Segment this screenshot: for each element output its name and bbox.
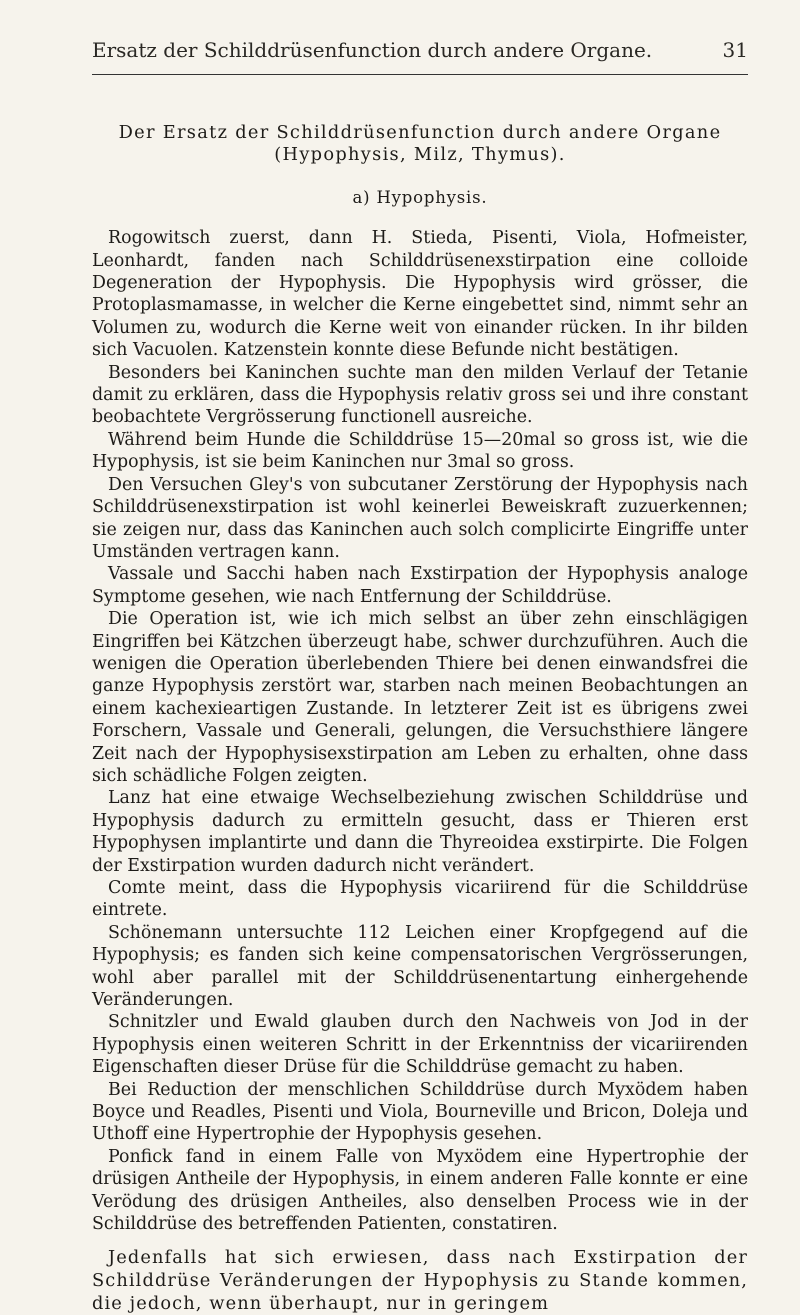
paragraph: Bei Reduction der menschlichen Schilddrüse durch Myxödem haben Boyce und Readles, Pisenti und Viola, Bourneville und Bricon, Doleja und Uthoff eine Hypertrophie der Hypophysis gesehen. <box>92 1079 748 1145</box>
running-title: Ersatz der Schilddrüsenfunction durch andere Organe. <box>92 38 653 62</box>
paragraph: Schnitzler und Ewald glauben durch den Nachweis von Jod in der Hypophysis einen weiteren Schritt in der Erkenntniss der vicariirenden Eigenschaften dieser Drüse für die Schilddrüse gemacht zu haben. <box>92 1012 748 1078</box>
paragraph: Comte meint, dass die Hypophysis vicariirend für die Schilddrüse eintrete. <box>92 878 748 921</box>
paragraph: Lanz hat eine etwaige Wechselbeziehung zwischen Schilddrüse und Hypophysis dadurch zu ermitteln gesucht, dass er Thieren erst Hypophysen implantirte und dann die Thyreoidea exstirpirte. Die Folgen der Exstirpation wurden dadurch nicht verändert. <box>92 788 748 876</box>
paragraph: Während beim Hunde die Schilddrüse 15—20mal so gross ist, wie die Hypophysis, ist sie beim Kaninchen nur 3mal so gross. <box>92 429 748 473</box>
page-header <box>92 38 748 62</box>
paragraph: Vassale und Sacchi haben nach Exstirpation der Hypophysis analoge Symptome gesehen, wie nach Entfernung der Schilddrüse. <box>92 564 748 607</box>
paragraph: Schönemann untersuchte 112 Leichen einer Kropfgegend auf die Hypophysis; es fanden sich keine compensatorischen Vergrösserungen, wohl aber parallel mit der Schilddrüsenentartung einhergehende Veränderungen. <box>92 922 748 1011</box>
article-title: Der Ersatz der Schilddrüsenfunction durch andere Organe <box>118 122 722 143</box>
article-body <box>92 122 748 1315</box>
header-rule <box>92 74 748 75</box>
paragraph: Die Operation ist, wie ich mich selbst an über zehn einschlägigen Eingriffen bei Kätzchen überzeugt habe, schwer durchzuführen. Auch die wenigen die Operation überlebenden Thiere bei denen einwandsfrei die ganze Hypophysis zerstört war, starben nach meinen Beobachtungen an einem kachexieartigen Zustande. In letzterer Zeit ist es übrigens zwei Forschern, Vassale und Generali, gelungen, die Versuchsthiere längere Zeit nach der Hypophysisexstirpation am Leben zu erhalten, ohne dass sich schädliche Folgen zeigten. <box>92 609 748 786</box>
section-heading: a) Hypophysis. <box>352 187 488 207</box>
closing-paragraph: Jedenfalls hat sich erwiesen, dass nach Exstirpation der Schilddrüse Veränderungen der Hypophysis zu Stande kommen, die jedoch, wenn überhaupt, nur in geringem <box>92 1246 748 1314</box>
article-subtitle: (Hypophysis, Milz, Thymus). <box>274 144 566 166</box>
paragraph: Besonders bei Kaninchen suchte man den milden Verlauf der Tetanie damit zu erklären, dass die Hypophysis relativ gross sei und ihre constant beobachtete Vergrösserung functionell ausreiche. <box>92 362 748 428</box>
paragraph: Rogowitsch zuerst, dann H. Stieda, Pisenti, Viola, Hofmeister, Leonhardt, fanden nach Schilddrüsenexstirpation eine colloide Degeneration der Hypophysis. Die Hypophysis wird grösser, die Protoplasmamasse, in welcher die Kerne eingebettet sind, nimmt sehr an Volumen zu, wodurch die Kerne weit von einander rücken. In ihr bilden sich Vacuolen. Katzenstein konnte diese Befunde nicht bestätigen. <box>92 228 748 361</box>
page-number: 31 <box>722 38 748 62</box>
paragraph: Ponfick fand in einem Falle von Myxödem eine Hypertrophie der drüsigen Antheile der Hypophysis, in einem anderen Falle konnte er eine Verödung des drüsigen Antheiles, also denselben Process wie in der Schilddrüse des betreffenden Patienten, constatiren. <box>92 1146 748 1235</box>
paragraph: Den Versuchen Gley's von subcutaner Zerstörung der Hypophysis nach Schilddrüsenexstirpation ist wohl keinerlei Beweiskraft zuzuerkennen; sie zeigen nur, dass das Kaninchen auch solch complicirte Eingriffe unter Umständen vertragen kann. <box>92 474 748 562</box>
